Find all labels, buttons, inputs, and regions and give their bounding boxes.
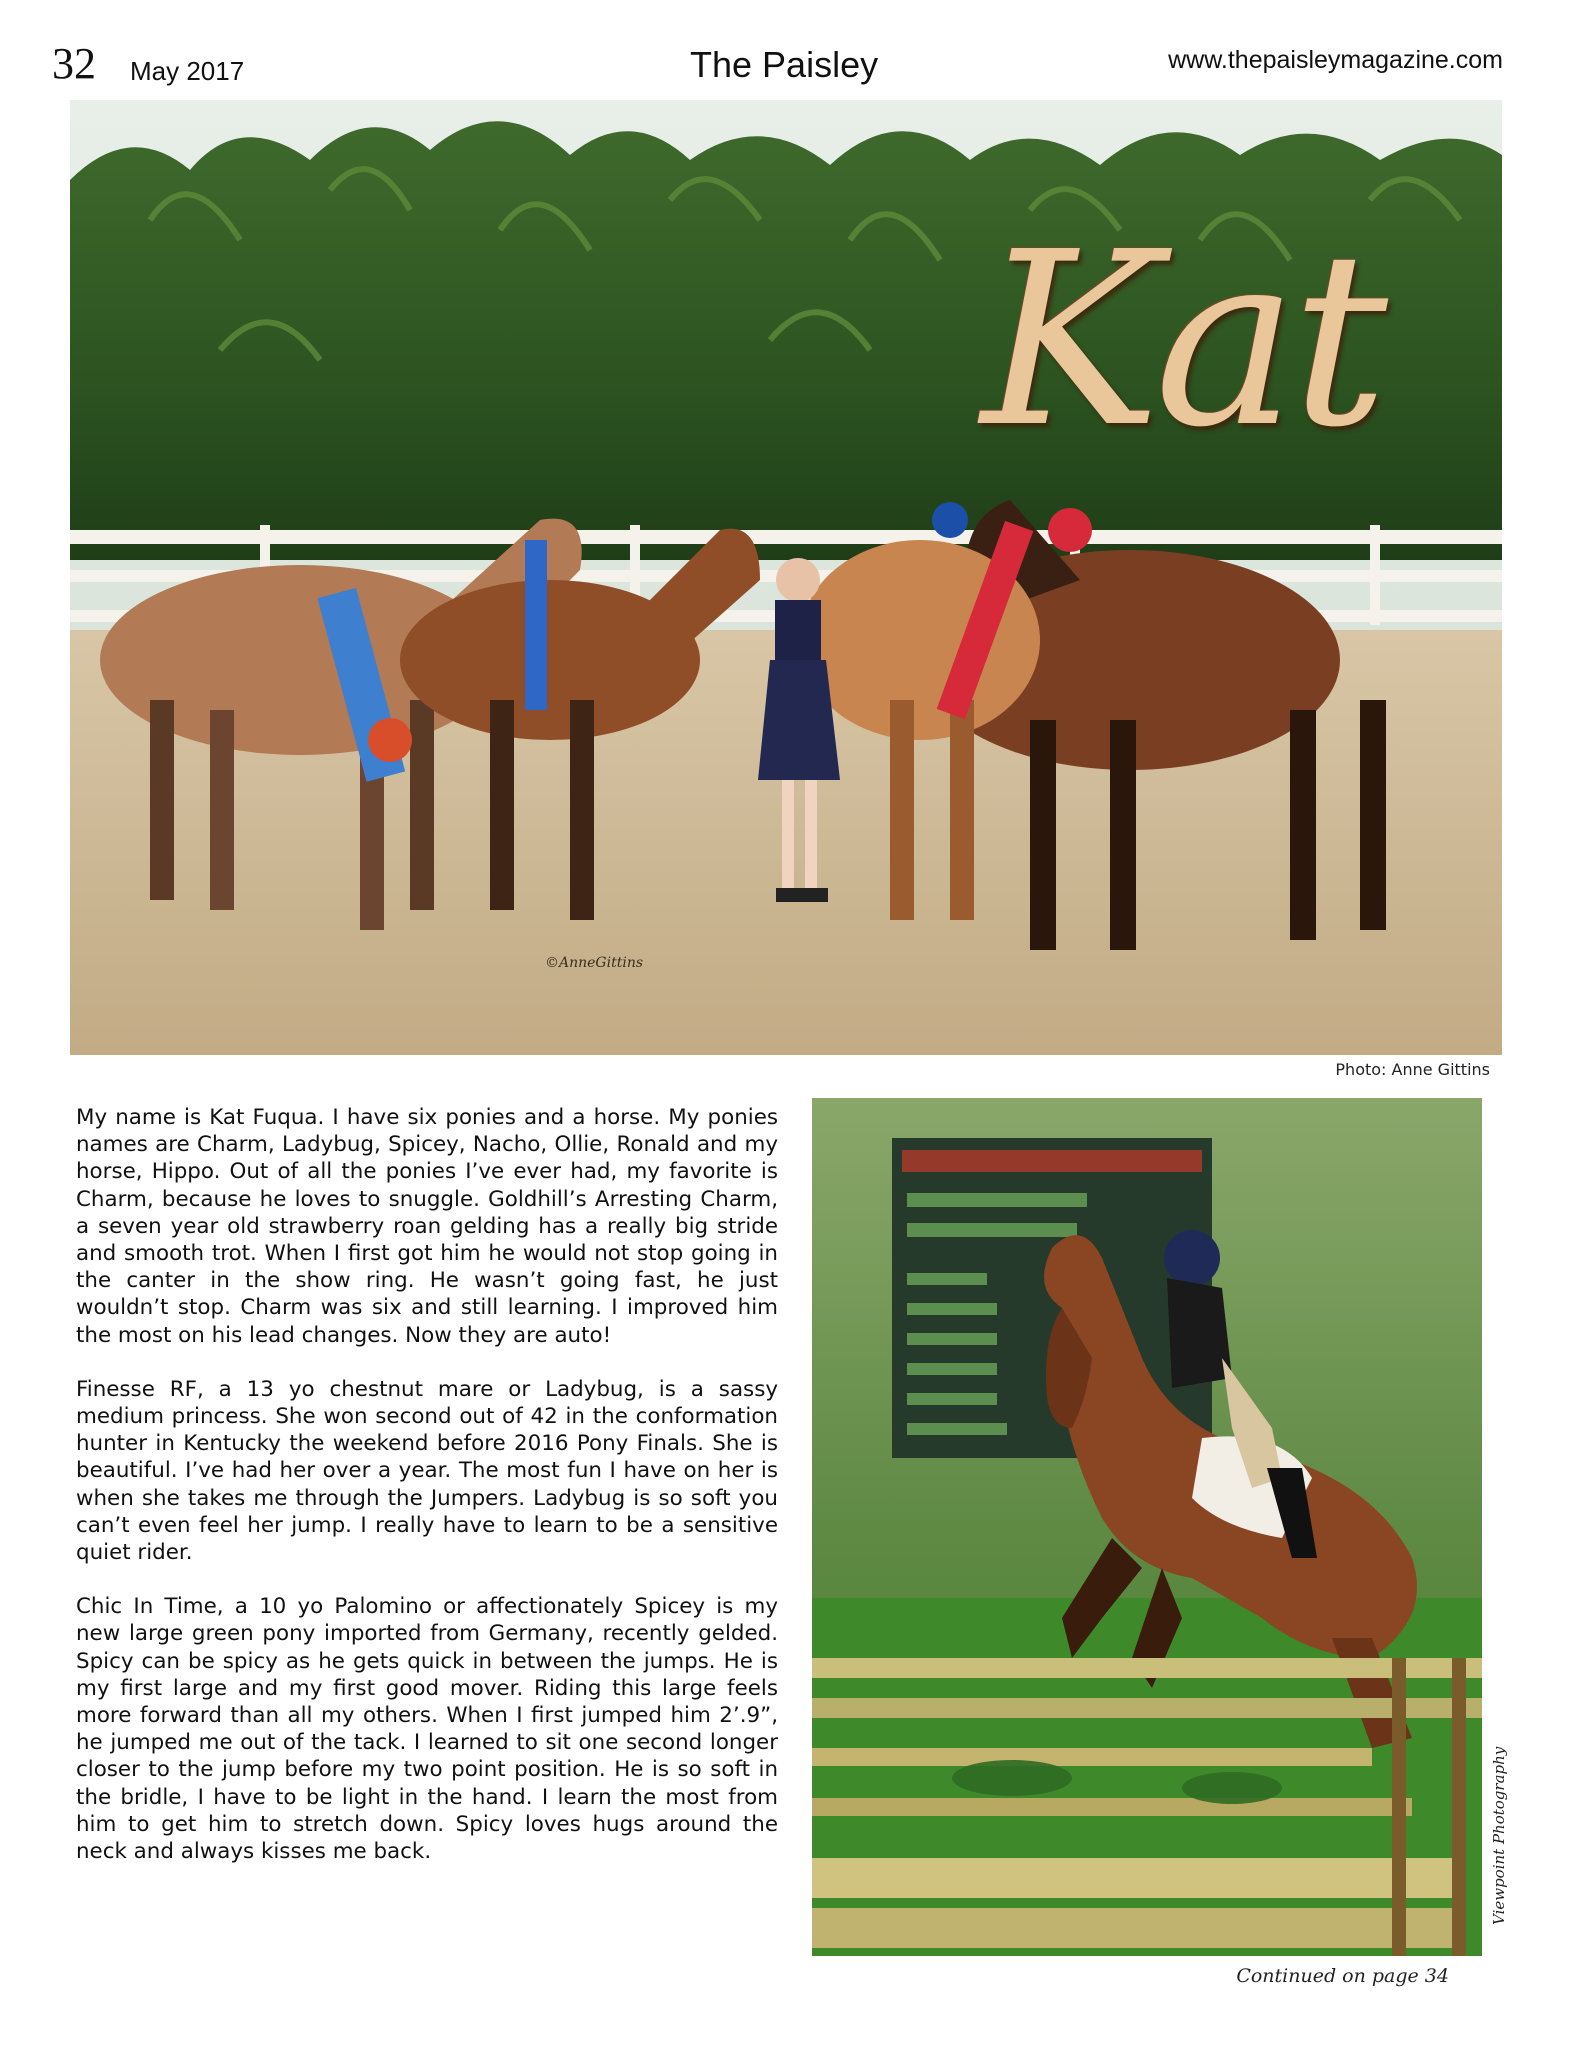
article-paragraph: Finesse RF, a 13 yo chestnut mare or Ladybug, is a sassy medium princess. She won second out of 42 in the conformation hunter in Kentucky the weekend before 2016 Pony Finals. She is beautiful. I’ve had her over a year. The most fun I have on her is when she takes me through the Jumpers. Ladybug is so soft you can’t even feel her jump. I really have to learn to be a sensitive quiet rider.: [76, 1376, 778, 1566]
continued-note: Continued on page 34: [1236, 1965, 1449, 1987]
hero-photo-credit: Photo: Anne Gittins: [1335, 1060, 1490, 1079]
article-paragraph: Chic In Time, a 10 yo Palomino or affectionately Spicey is my new large green pony imported from Germany, recently gelded. Spicy can be spicy as he gets quick in between the jumps. He is my first large and my first good mover. Riding this large feels more forward than all my others. When I first jumped him 2’.9”, he jumped me out of the tack. I learned to sit one second longer closer to the jump before my two point position. He is so soft in the bridle, I have to be light in the hand. I learn the most from him to get him to stretch down. Spicy loves hugs around the neck and always kisses me back.: [76, 1594, 778, 1865]
hero-photo: [70, 100, 1502, 1055]
photo-watermark: ©AnneGittins: [545, 955, 644, 971]
magazine-url: www.thepaisleymagazine.com: [1168, 46, 1503, 74]
magazine-name: The Paisley: [690, 44, 879, 85]
jumping-photo-credit: Viewpoint Photography: [1490, 1746, 1508, 1925]
page-number: 32: [52, 39, 96, 88]
article-title: Kat: [981, 200, 1382, 480]
jumping-photo-illustration: [812, 1098, 1482, 1956]
article-paragraph: My name is Kat Fuqua. I have six ponies and a horse. My ponies names are Charm, Ladybug, Spicey, Nacho, Ollie, Ronald and my horse, Hippo. Out of all the ponies I’ve ever had, my favorite is Charm, because he loves to snuggle. Goldhill’s Arresting Charm, a seven year old strawberry roan gelding has a really big stride and smooth trot. When I first got him he would not stop going in the canter in the show ring. He wasn’t going fast, he just wouldn’t stop. Charm was six and still learning. I improved him the most on his lead changes. Now they are auto!: [76, 1105, 778, 1348]
jumping-photo: [812, 1098, 1482, 1956]
article-body: [76, 1104, 778, 1892]
issue-date: May 2017: [130, 56, 245, 86]
